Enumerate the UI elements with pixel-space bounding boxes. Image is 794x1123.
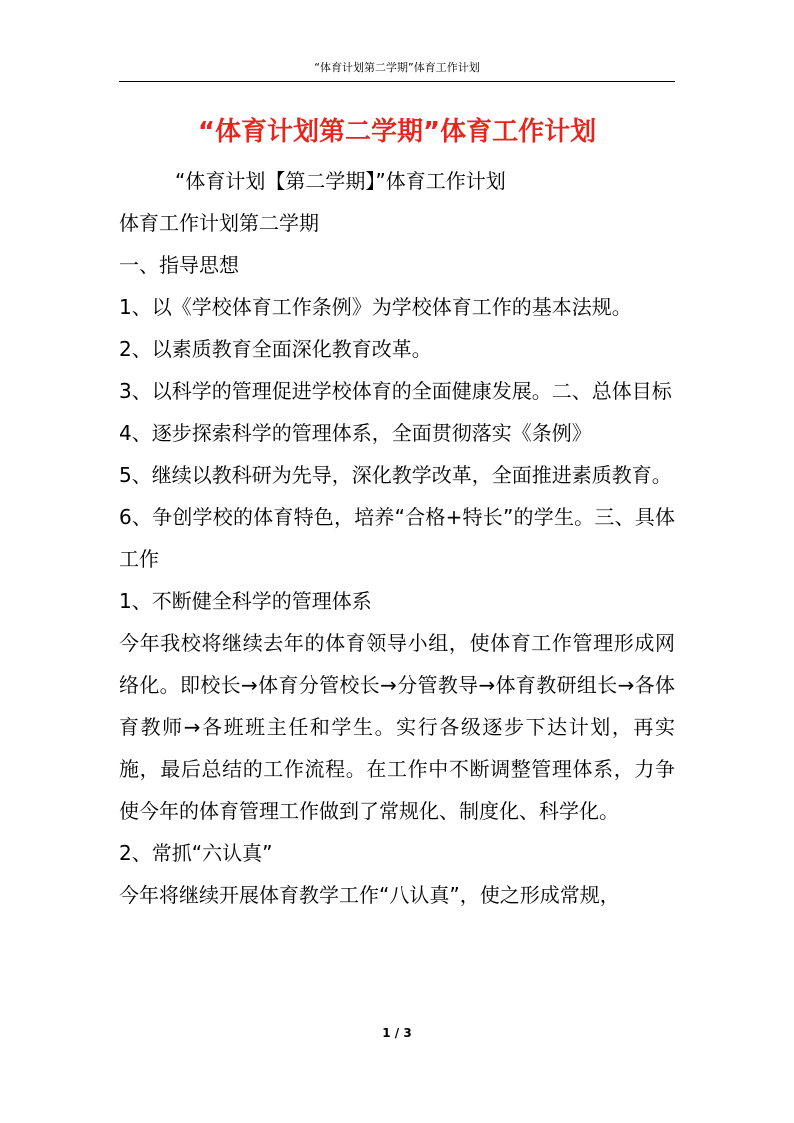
header-divider: [119, 81, 675, 82]
paragraph: 3、以科学的管理促进学校体育的全面健康发展。二、总体目标: [119, 379, 672, 403]
paragraph: 今年我校将继续去年的体育领导小组，使体育工作管理形成网络化。即校长→体育分管校长→分管教导→体育教研组长→各体育教师→各班班主任和学生。实行各级逐步下达计划，再实施，最后总结的工作流程。在工作中不断调整管理体系，力争使今年的体育管理工作做到了常规化、制度化、科学化。: [119, 631, 675, 823]
paragraph: 今年将继续开展体育教学工作“八认真”，使之形成常规，: [119, 883, 620, 907]
page-number: 1 / 3: [382, 1026, 412, 1040]
paragraph: 4、逐步探索科学的管理体系，全面贯彻落实《条例》: [119, 421, 592, 445]
document-body: [119, 160, 675, 916]
paragraph: 1、以《学校体育工作条例》为学校体育工作的基本法规。: [119, 295, 632, 319]
paragraph: 6、争创学校的体育特色，培养“合格+特长”的学生。三、具体工作: [119, 505, 675, 571]
section-heading: 1、不断健全科学的管理体系: [119, 589, 372, 613]
section-heading: 2、常抓“六认真”: [119, 841, 273, 865]
document-title: “体育计划第二学期”体育工作计划: [197, 117, 597, 147]
paragraph-subtitle: “体育计划【第二学期】”体育工作计划: [175, 169, 506, 193]
paragraph: 5、继续以教科研为先导，深化教学改革，全面推进素质教育。: [119, 463, 672, 487]
section-heading: 一、指导思想: [119, 253, 239, 277]
paragraph: 体育工作计划第二学期: [119, 211, 319, 235]
running-header: “体育计划第二学期”体育工作计划: [314, 61, 480, 74]
paragraph: 2、以素质教育全面深化教育改革。: [119, 337, 432, 361]
